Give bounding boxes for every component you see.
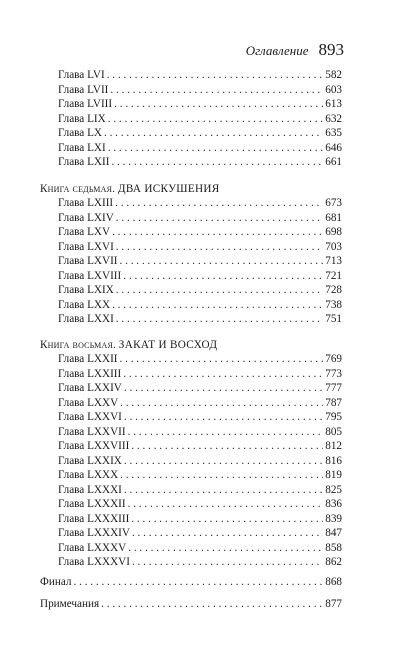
toc-entry[interactable] <box>58 468 342 482</box>
toc-entry-label: Глава LXXXV <box>58 541 127 554</box>
toc-entry-label: Глава LXII <box>58 156 110 168</box>
toc-entry-page: 738 <box>325 298 342 311</box>
toc-entry[interactable] <box>58 512 342 526</box>
book-heading-prefix: Книга седьмая. <box>40 183 116 195</box>
toc-entry[interactable] <box>58 425 342 439</box>
toc-entry-label: Глава LXI <box>58 141 106 154</box>
dot-leader <box>107 68 324 82</box>
toc-entry-page: 661 <box>325 156 342 168</box>
toc-entry-label: Глава LXXI <box>58 313 114 325</box>
toc-entry[interactable] <box>58 269 342 283</box>
dot-leader <box>112 298 323 312</box>
toc-entry-label: Глава LXXVI <box>58 411 122 423</box>
toc-entry-page: 858 <box>325 541 342 554</box>
toc-entry[interactable] <box>58 555 342 569</box>
dot-leader <box>116 312 323 326</box>
toc-entry-label: Глава LXIX <box>58 284 114 296</box>
dot-leader <box>108 112 324 126</box>
toc-entry[interactable] <box>58 410 342 424</box>
toc-entry-page: 646 <box>325 141 342 154</box>
toc-entry-page: 681 <box>325 211 342 224</box>
toc-entry-page: 721 <box>325 269 342 282</box>
toc-entry-label: Глава LXVIII <box>58 269 122 282</box>
toc-entry-label: Глава LVIII <box>58 98 113 110</box>
toc-entry-label: Глава LXXXIV <box>58 527 130 539</box>
toc-entry-page: 868 <box>325 576 342 588</box>
toc-entry-page: 862 <box>325 556 342 568</box>
toc-entry[interactable] <box>58 126 342 140</box>
toc-entry[interactable] <box>58 367 342 381</box>
toc-entry-label: Глава LXX <box>58 298 111 311</box>
dot-leader <box>104 126 323 140</box>
toc-entry-page: 787 <box>325 396 342 409</box>
dot-leader <box>131 512 323 526</box>
dot-leader <box>123 367 323 381</box>
toc-entry-label: Глава LXXX <box>58 469 119 481</box>
toc-entry-page: 805 <box>325 425 342 438</box>
toc-entry-page: 698 <box>325 226 342 238</box>
dot-leader <box>120 468 323 482</box>
toc-entry-page: 613 <box>325 98 342 110</box>
toc-entry-label: Глава LXVII <box>58 255 118 267</box>
toc-entry-label: Глава LXXVIII <box>58 440 130 452</box>
toc-entry-page: 847 <box>325 527 342 539</box>
toc-entry-notes[interactable] <box>40 597 342 611</box>
toc-entry-page: 603 <box>325 83 342 96</box>
toc-entry-page: 632 <box>325 112 342 125</box>
toc-entry-page: 777 <box>325 382 342 394</box>
toc-entry-page: 635 <box>325 127 342 139</box>
toc-entry-label: Глава LXV <box>58 226 111 238</box>
dot-leader <box>116 240 323 254</box>
dot-leader <box>112 225 323 239</box>
toc-entry-page: 769 <box>325 353 342 365</box>
toc-entry-page: 812 <box>325 440 342 452</box>
toc-entry-label: Глава LXIV <box>58 211 114 224</box>
toc-entry[interactable] <box>58 211 342 225</box>
book-heading-prefix: Книга восьмая. <box>40 339 116 351</box>
dot-leader <box>116 283 323 297</box>
dot-leader <box>131 439 323 453</box>
dot-leader <box>120 254 324 268</box>
toc-entry-label: Примечания <box>40 598 100 610</box>
toc-entry[interactable] <box>58 112 342 126</box>
page-header <box>246 40 344 60</box>
toc-entry[interactable] <box>58 97 342 111</box>
toc-entry-final[interactable] <box>40 575 342 589</box>
toc-entry[interactable] <box>58 454 342 468</box>
toc-entry-label: Глава LX <box>58 127 102 139</box>
dot-leader <box>120 396 323 410</box>
toc-entry[interactable] <box>58 381 342 395</box>
toc-entry[interactable] <box>58 141 342 155</box>
dot-leader <box>128 497 324 511</box>
toc-entry-label: Глава LXXXII <box>58 498 126 510</box>
toc-entry-label: Глава LXXII <box>58 353 118 365</box>
toc-entry-label: Глава LXIII <box>58 197 114 209</box>
dot-leader <box>123 269 323 283</box>
toc-entry-page: 582 <box>325 69 342 81</box>
toc-entry-label: Глава LVII <box>58 83 109 96</box>
dot-leader <box>124 454 323 468</box>
toc-entry[interactable] <box>58 483 342 497</box>
toc-entry-page: 773 <box>325 367 342 380</box>
toc-entry-label: Глава LXXVII <box>58 425 126 438</box>
toc-entry-label: Глава LXVI <box>58 240 114 253</box>
toc-entry[interactable] <box>58 541 342 555</box>
toc-entry-page: 839 <box>325 512 342 525</box>
toc-entry-label: Глава LXXIII <box>58 367 122 380</box>
toc-entry[interactable] <box>58 254 342 268</box>
toc-entry[interactable] <box>58 83 342 97</box>
toc-entry-page: 836 <box>325 498 342 510</box>
book-heading <box>40 183 220 195</box>
dot-leader <box>120 352 324 366</box>
toc-entry-page: 673 <box>325 197 342 209</box>
dot-leader <box>114 97 323 111</box>
toc-entry-page: 751 <box>325 313 342 325</box>
dot-leader <box>108 141 324 155</box>
toc-entry[interactable] <box>58 155 342 169</box>
dot-leader <box>73 575 323 589</box>
toc-entry[interactable] <box>58 396 342 410</box>
book-heading-title: ЗАКАТ И ВОСХОД <box>118 339 218 351</box>
running-title: Оглавление <box>245 43 309 58</box>
dot-leader <box>132 526 323 540</box>
toc-entry[interactable] <box>58 283 342 297</box>
dot-leader <box>124 410 323 424</box>
toc-entry[interactable] <box>58 240 342 254</box>
dot-leader <box>101 597 323 611</box>
toc-entry-label: Финал <box>40 576 72 588</box>
toc-entry[interactable] <box>58 225 342 239</box>
toc-entry-page: 825 <box>325 483 342 496</box>
dot-leader <box>128 425 324 439</box>
toc-entry-page: 877 <box>325 598 342 610</box>
toc-entry-page: 816 <box>325 454 342 467</box>
toc-entry-page: 728 <box>325 284 342 296</box>
dot-leader <box>116 211 323 225</box>
toc-entry-page: 795 <box>325 411 342 423</box>
toc-entry[interactable] <box>58 439 342 453</box>
toc-entry-label: Глава LXXIV <box>58 382 122 394</box>
book-heading-title: ДВА ИСКУШЕНИЯ <box>117 183 220 195</box>
toc-entry[interactable] <box>58 68 342 82</box>
toc-entry[interactable] <box>58 312 342 326</box>
toc-entry[interactable] <box>58 196 342 210</box>
toc-entry-label: Глава LXXV <box>58 396 119 409</box>
dot-leader <box>110 83 323 97</box>
toc-entry[interactable] <box>58 526 342 540</box>
toc-entry-page: 703 <box>325 240 342 253</box>
dot-leader <box>124 483 323 497</box>
toc-entry-label: Глава LXXIX <box>58 454 122 467</box>
page-number: 893 <box>318 40 344 59</box>
toc-entry-page: 713 <box>325 255 342 267</box>
dot-leader <box>132 555 323 569</box>
toc-entry-label: Глава LXXXI <box>58 483 122 496</box>
dot-leader <box>128 541 323 555</box>
toc-entry-label: Глава LIX <box>58 112 106 125</box>
toc-entry[interactable] <box>58 298 342 312</box>
dot-leader <box>111 155 323 169</box>
book-heading <box>40 339 217 351</box>
toc-entry-page: 819 <box>325 469 342 481</box>
dot-leader <box>124 381 323 395</box>
dot-leader <box>115 196 323 210</box>
toc-entry-label: Глава LXXXVI <box>58 556 130 568</box>
toc-entry[interactable] <box>58 497 342 511</box>
toc-entry-label: Глава LVI <box>58 69 105 81</box>
toc-entry-label: Глава LXXXIII <box>58 512 130 525</box>
toc-entry[interactable] <box>58 352 342 366</box>
